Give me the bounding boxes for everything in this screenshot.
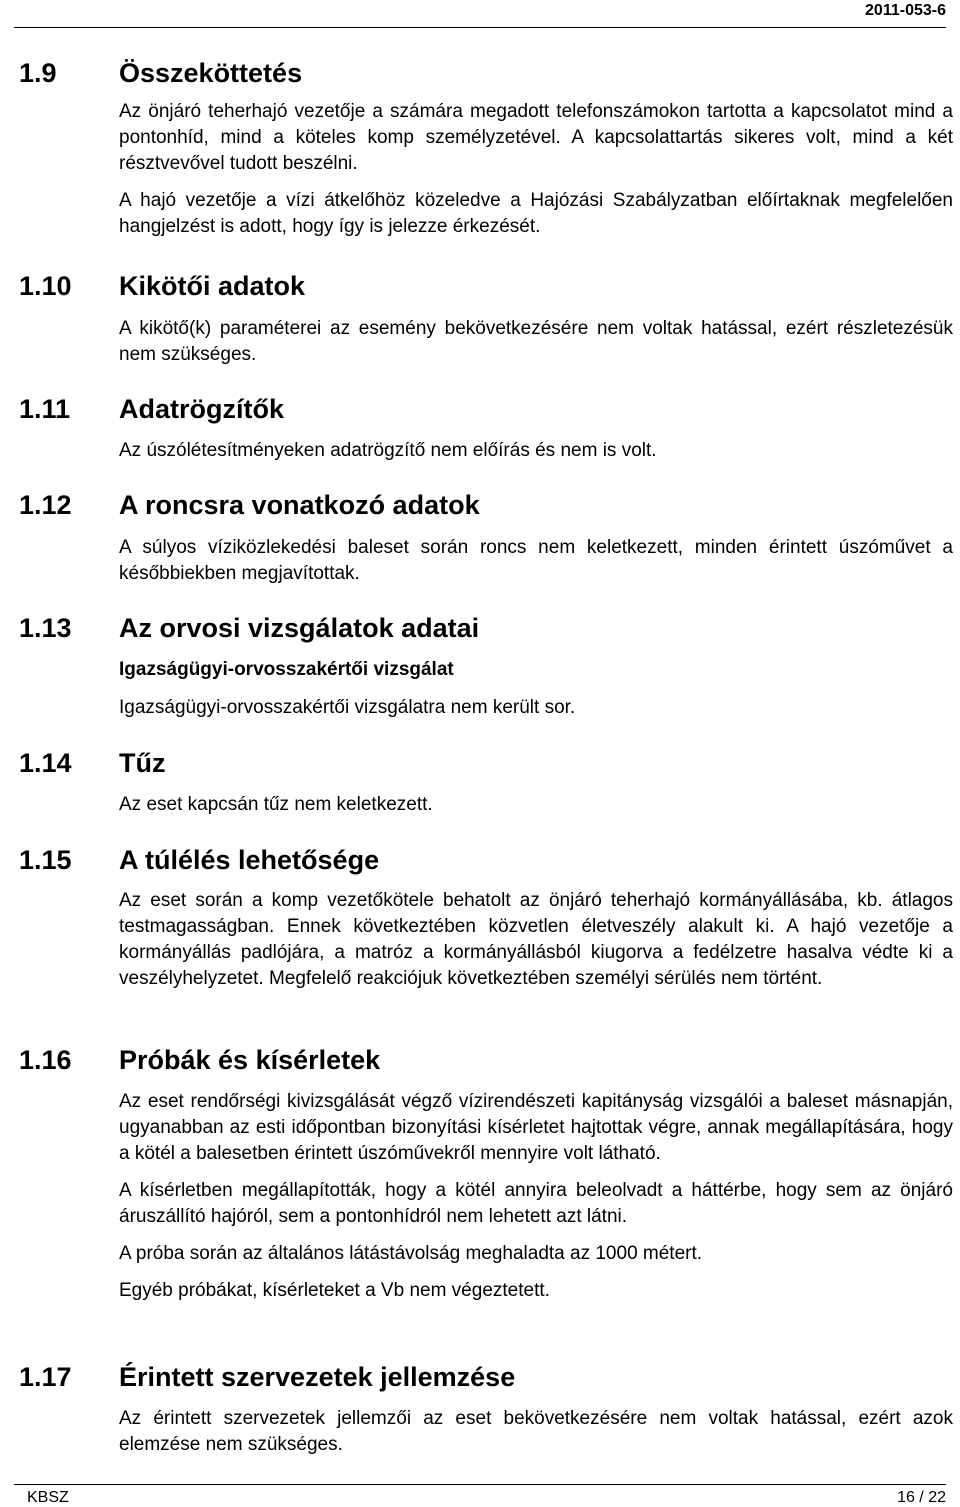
paragraph: A kísérletben megállapították, hogy a kötél annyira beleolvadt a háttérbe, hogy sem az önjáró áruszállító hajóról, sem a pontonhídról nem lehetett azt látni. <box>119 1180 953 1227</box>
section-title: Próbák és kísérletek <box>119 1045 381 1075</box>
paragraph: Igazságügyi-orvosszakértői vizsgálatra nem került sor. <box>119 697 576 718</box>
section-number: 1.9 <box>19 58 57 88</box>
paragraph: Az érintett szervezetek jellemzői az eset bekövetkezésére nem voltak hatással, ezért azok elemzése nem szükséges. <box>119 1408 953 1455</box>
paragraph: A hajó vezetője a vízi átkelőhöz közeledve a Hajózási Szabályzatban előírtaknak megfelelően hangjelzést is adott, hogy így is jelezze érkezését. <box>119 190 953 237</box>
section-number: 1.10 <box>19 271 72 301</box>
page-number: 16 / 22 <box>897 1489 946 1506</box>
section-number: 1.13 <box>19 613 72 643</box>
paragraph: Az eset kapcsán tűz nem keletkezett. <box>119 794 433 815</box>
subheading: Igazságügyi-orvosszakértői vizsgálat <box>119 659 454 680</box>
footer-rule <box>14 1484 946 1485</box>
section-number: 1.15 <box>19 845 72 875</box>
footer-organization: KBSZ <box>27 1489 69 1506</box>
document-id: 2011-053-6 <box>865 2 946 19</box>
section-title: Adatrögzítők <box>119 394 284 424</box>
section-title: Az orvosi vizsgálatok adatai <box>119 613 480 643</box>
paragraph: Az önjáró teherhajó vezetője a számára megadott telefonszámokon tartotta a kapcsolatot mind a pontonhíd, mind a köteles komp személyzetével. A kapcsolattartás sikeres volt, mind a két résztvevővel tudott beszélni. <box>119 101 953 174</box>
section-title: Tűz <box>119 748 166 778</box>
section-number: 1.11 <box>19 394 71 424</box>
section-title: Összeköttetés <box>119 58 303 88</box>
section-number: 1.16 <box>19 1045 72 1075</box>
paragraph: Az úszólétesítményeken adatrögzítő nem előírás és nem is volt. <box>119 440 657 461</box>
section-title: Kikötői adatok <box>119 271 306 301</box>
section-number: 1.14 <box>19 748 72 778</box>
section-number: 1.17 <box>19 1362 72 1392</box>
section-number: 1.12 <box>19 490 72 520</box>
paragraph: Az eset során a komp vezetőkötele behatolt az önjáró teherhajó kormányállásába, kb. átlagos testmagasságban. Ennek következtében közvetlen életveszély alakult ki. A hajó vezetője a kormányállás padlójára, a matróz a kormányállásból kiugorva a fedélzetre hasalva védte ki a veszélyhelyzetet. Megfelelő reakciójuk következtében személyi sérülés nem történt. <box>119 890 953 989</box>
paragraph: A súlyos víziközlekedési baleset során roncs nem keletkezett, minden érintett úszóművet a későbbiekben megjavítottak. <box>119 537 953 584</box>
paragraph: Az eset rendőrségi kivizsgálását végző vízirendészeti kapitányság vizsgálói a baleset másnapján, ugyanabban az esti időpontban bizonyítási kísérletet hajtottak végre, annak megállapítására, hogy a kötél a balesetben érintett úszóművekről mennyire volt látható. <box>119 1091 953 1164</box>
section-title: A roncsra vonatkozó adatok <box>119 490 480 520</box>
header-rule <box>14 27 946 28</box>
paragraph: A próba során az általános látástávolság meghaladta az 1000 métert. <box>119 1243 703 1264</box>
section-title: Érintett szervezetek jellemzése <box>119 1362 516 1392</box>
paragraph: Egyéb próbákat, kísérleteket a Vb nem végeztetett. <box>119 1280 550 1301</box>
section-title: A túlélés lehetősége <box>119 845 380 875</box>
paragraph: A kikötő(k) paraméterei az esemény bekövetkezésére nem voltak hatással, ezért részletezésük nem szükséges. <box>119 318 953 365</box>
